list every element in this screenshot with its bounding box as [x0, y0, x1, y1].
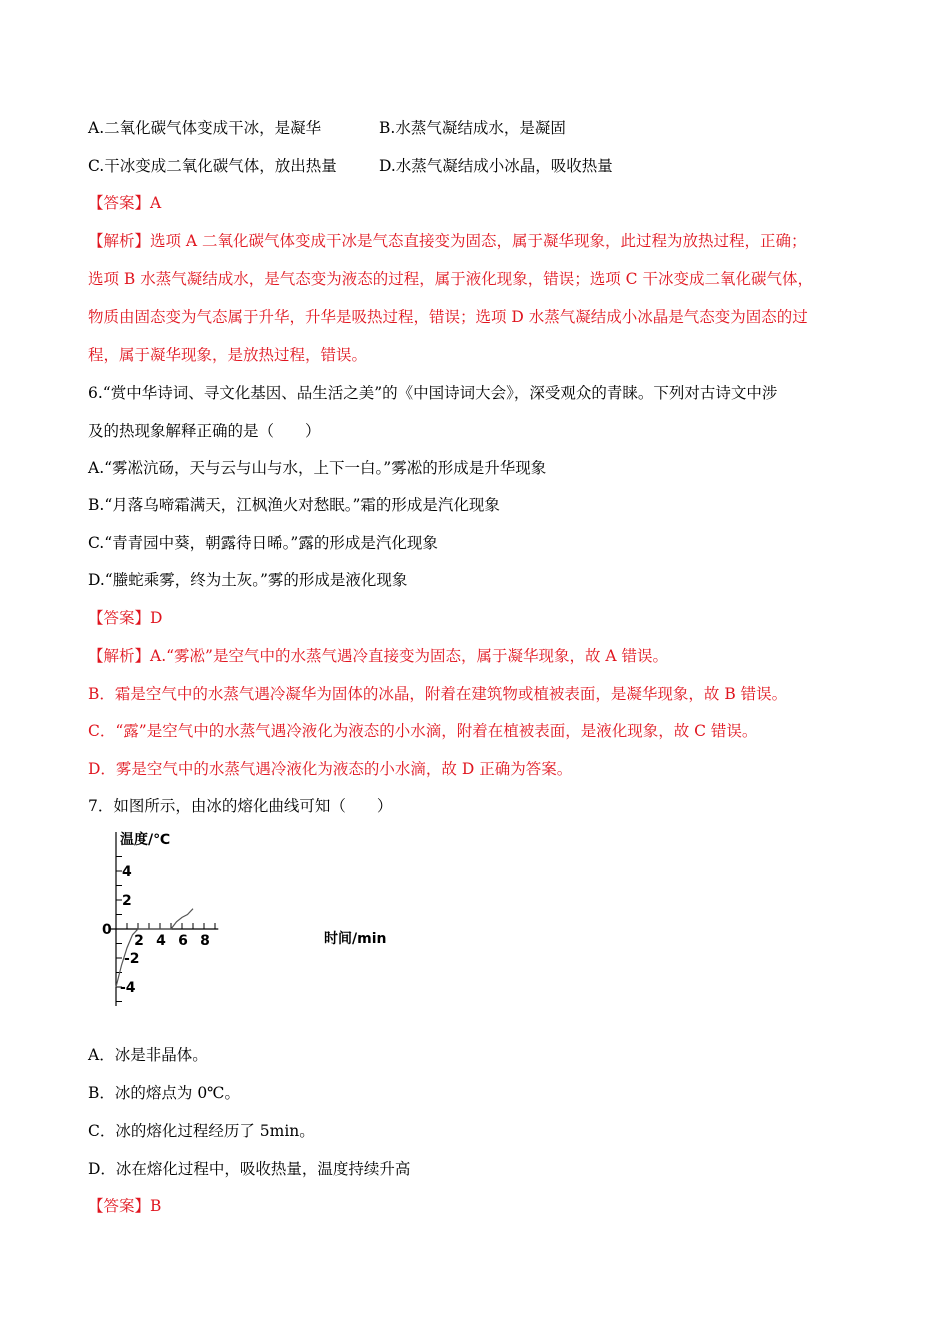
q5-analysis-line: 程，属于凝华现象，是放热过程，错误。 [88, 346, 368, 364]
q6-stem-line: 及的热现象解释正确的是（ ） [88, 422, 321, 440]
q5-option-b: B.水蒸气凝结成水，是凝固 [379, 119, 566, 137]
q7-option-d: D．冰在熔化过程中，吸收热量，温度持续升高 [88, 1160, 411, 1178]
q7-option-a: A．冰是非晶体。 [88, 1046, 208, 1064]
q6-analysis-line: C．“露”是空气中的水蒸气遇冷液化为液态的小水滴，附着在植被表面，是液化现象，故 C 错误。 [88, 722, 758, 740]
q7-answer: 【答案】B [88, 1197, 162, 1215]
y-tick-label: 4 [122, 864, 132, 880]
q6-analysis-line: D．雾是空气中的水蒸气遇冷液化为液态的小水滴，故 D 正确为答案。 [88, 760, 573, 778]
melting-curve-chart [100, 826, 410, 1016]
q6-analysis-line: 【解析】A.“雾凇”是空气中的水蒸气遇冷直接变为固态，属于凝华现象，故 A 错误。 [88, 647, 669, 665]
q6-stem-line: 6.“赏中华诗词、寻文化基因、品生活之美”的《中国诗词大会》，深受观众的青睐。下列对古诗文中涉 [88, 384, 778, 402]
q5-answer: 【答案】A [88, 194, 162, 212]
q6-option-a: A.“雾凇沆砀，天与云与山与水，上下一白。”雾凇的形成是升华现象 [88, 459, 547, 477]
q6-option-c: C.“青青园中葵，朝露待日晞。”露的形成是汽化现象 [88, 534, 438, 552]
q7-stem: 7．如图所示，由冰的熔化曲线可知（ ） [88, 797, 393, 815]
q5-option-d: D.水蒸气凝结成小冰晶，吸收热量 [379, 157, 613, 175]
y-tick-label: -4 [120, 980, 136, 996]
q6-option-b: B.“月落乌啼霜满天，江枫渔火对愁眠。”霜的形成是汽化现象 [88, 496, 500, 514]
q5-analysis-line: 选项 B 水蒸气凝结成水，是气态变为液态的过程，属于液化现象，错误；选项 C 干冰变成二氧化碳气体， [88, 270, 813, 288]
x-tick-label: 8 [200, 933, 210, 949]
x-tick-label: 2 [134, 933, 144, 949]
y-axis-label: 温度/℃ [120, 832, 171, 848]
q5-option-a: A.二氧化碳气体变成干冰，是凝华 [88, 119, 322, 137]
x-tick-label: 4 [156, 933, 166, 949]
q5-analysis-line: 物质由固态变为气态属于升华，升华是吸热过程，错误；选项 D 水蒸气凝结成小冰晶是气态变为固态的过 [88, 308, 808, 326]
q6-option-d: D.“螣蛇乘雾，终为土灰。”雾的形成是液化现象 [88, 571, 408, 589]
x-axis-label: 时间/min [324, 931, 387, 947]
y-tick-label: -2 [124, 951, 140, 967]
q5-option-c: C.干冰变成二氧化碳气体，放出热量 [88, 157, 337, 175]
y-tick-label: 2 [122, 893, 132, 909]
q6-answer: 【答案】D [88, 609, 163, 627]
q5-analysis-line: 【解析】选项 A 二氧化碳气体变成干冰是气态直接变为固态，属于凝华现象，此过程为放热过程，正确； [88, 232, 807, 250]
x-tick-label: 6 [178, 933, 188, 949]
q7-option-b: B．冰的熔点为 0℃。 [88, 1084, 241, 1102]
q6-analysis-line: B．霜是空气中的水蒸气遇冷凝华为固体的冰晶，附着在建筑物或植被表面，是凝华现象，故 B 错误。 [88, 685, 788, 703]
q7-option-c: C．冰的熔化过程经历了 5min。 [88, 1122, 315, 1140]
origin-label: 0 [102, 922, 112, 938]
